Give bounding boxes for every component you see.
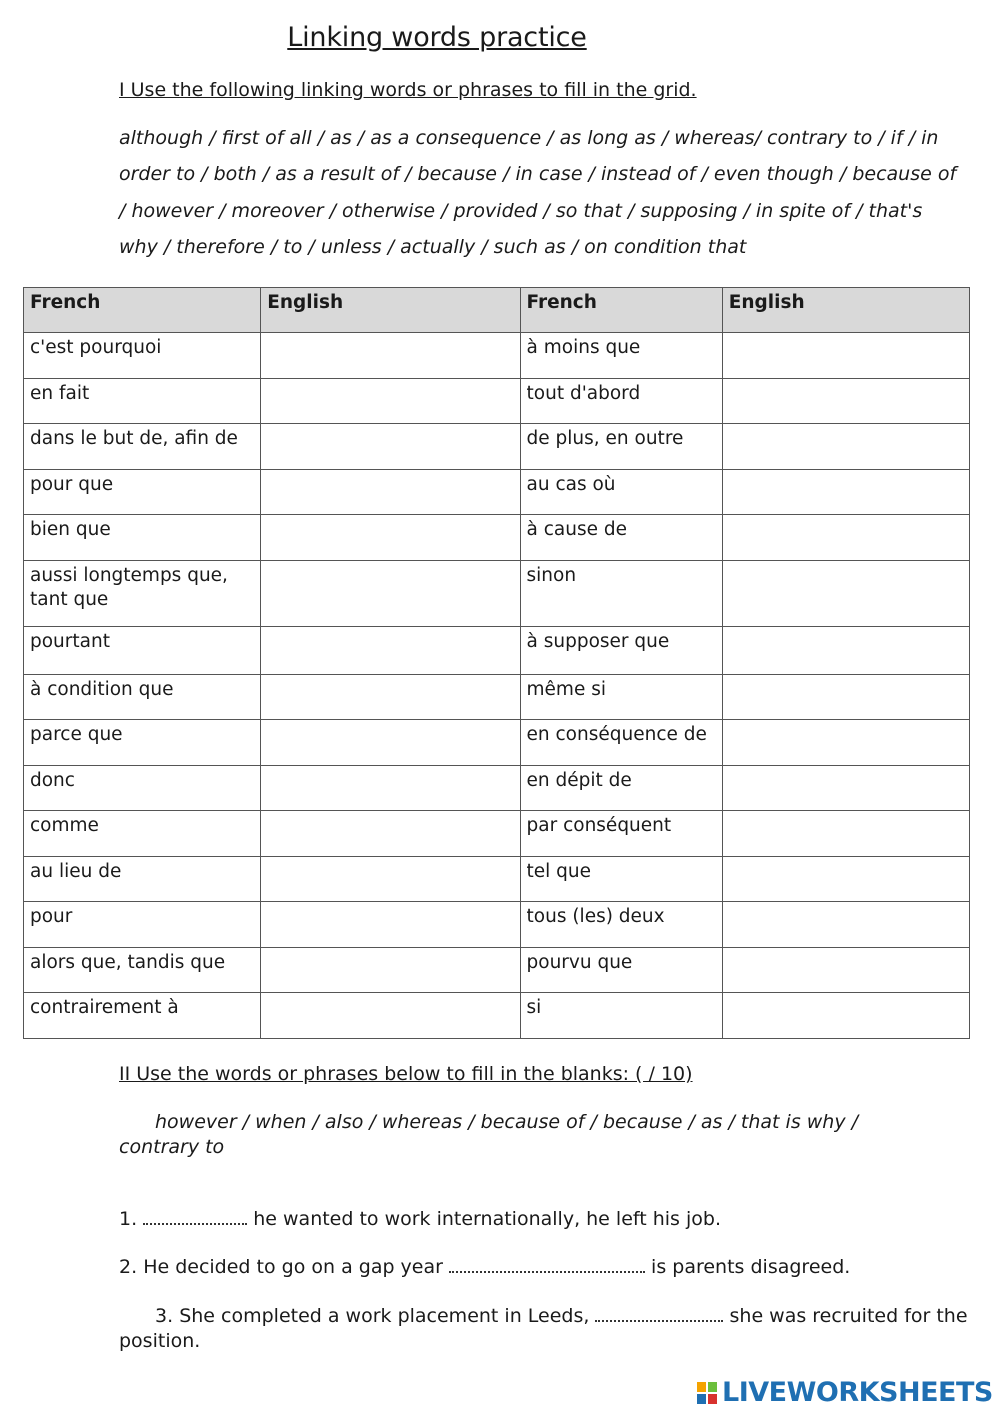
table-row (24, 560, 970, 626)
french-term-cell: à cause de (520, 515, 722, 561)
english-answer-cell[interactable] (722, 626, 969, 674)
french-term-cell: même si (520, 674, 722, 720)
french-term-cell: tous (les) deux (520, 902, 722, 948)
french-term-cell: pour (24, 902, 261, 948)
french-term-cell: au lieu de (24, 856, 261, 902)
table-row (24, 515, 970, 561)
english-answer-cell[interactable] (261, 947, 520, 993)
table-row (24, 424, 970, 470)
french-term-cell: contrairement à (24, 993, 261, 1039)
table-row (24, 947, 970, 993)
liveworksheets-logo (696, 1377, 993, 1408)
page-title: Linking words practice (287, 22, 587, 53)
section-2-heading: II Use the words or phrases below to fill in the blanks: ( / 10) (119, 1063, 693, 1085)
english-answer-cell[interactable] (261, 902, 520, 948)
french-term-cell: pour que (24, 469, 261, 515)
french-term-cell: aussi longtemps que, tant que (24, 560, 261, 626)
answer-blank-3[interactable] (595, 1306, 723, 1322)
french-term-cell: si (520, 993, 722, 1039)
table-row (24, 993, 970, 1039)
table-row (24, 378, 970, 424)
question-text-after: she was recruited for the position. (119, 1305, 968, 1352)
french-term-cell: à condition que (24, 674, 261, 720)
header-french-1: French (24, 288, 261, 333)
answer-blank-2[interactable] (449, 1257, 645, 1273)
question-number: 3. (155, 1305, 174, 1327)
english-answer-cell[interactable] (261, 424, 520, 470)
french-term-cell: tel que (520, 856, 722, 902)
english-answer-cell[interactable] (261, 333, 520, 379)
french-term-cell: à supposer que (520, 626, 722, 674)
table-row (24, 674, 970, 720)
french-term-cell: par conséquent (520, 811, 722, 857)
table-row (24, 626, 970, 674)
question-number: 1. (119, 1208, 138, 1230)
table-row (24, 333, 970, 379)
french-term-cell: pourtant (24, 626, 261, 674)
translation-grid (23, 287, 970, 1039)
english-answer-cell[interactable] (261, 765, 520, 811)
section-1-heading: I Use the following linking words or phrases to fill in the grid. (119, 79, 697, 101)
english-answer-cell[interactable] (261, 378, 520, 424)
french-term-cell: au cas où (520, 469, 722, 515)
table-row (24, 856, 970, 902)
table-row (24, 720, 970, 766)
english-answer-cell[interactable] (722, 811, 969, 857)
english-answer-cell[interactable] (261, 626, 520, 674)
english-answer-cell[interactable] (722, 674, 969, 720)
english-answer-cell[interactable] (722, 424, 969, 470)
question-text-after: is parents disagreed. (651, 1256, 851, 1278)
english-answer-cell[interactable] (722, 560, 969, 626)
question-text-after: he wanted to work internationally, he left his job. (253, 1208, 721, 1230)
french-term-cell: sinon (520, 560, 722, 626)
french-term-cell: à moins que (520, 333, 722, 379)
english-answer-cell[interactable] (261, 469, 520, 515)
table-row (24, 469, 970, 515)
english-answer-cell[interactable] (261, 560, 520, 626)
french-term-cell: dans le but de, afin de (24, 424, 261, 470)
english-answer-cell[interactable] (722, 947, 969, 993)
logo-text: LIVEWORKSHEETS (722, 1377, 993, 1408)
french-term-cell: en dépit de (520, 765, 722, 811)
french-term-cell: parce que (24, 720, 261, 766)
english-answer-cell[interactable] (261, 856, 520, 902)
english-answer-cell[interactable] (261, 993, 520, 1039)
english-answer-cell[interactable] (722, 765, 969, 811)
table-row (24, 811, 970, 857)
answer-blank-1[interactable] (143, 1209, 247, 1225)
english-answer-cell[interactable] (722, 720, 969, 766)
word-bank-2: however / when / also / whereas / because of / because / as / that is why / contrary to (119, 1111, 859, 1158)
french-term-cell: tout d'abord (520, 378, 722, 424)
english-answer-cell[interactable] (722, 333, 969, 379)
question-text-before: She completed a work placement in Leeds, (179, 1305, 590, 1327)
header-english-1: English (261, 288, 520, 333)
question-number: 2. (119, 1256, 138, 1278)
english-answer-cell[interactable] (261, 515, 520, 561)
english-answer-cell[interactable] (722, 378, 969, 424)
table-row (24, 902, 970, 948)
question-text-before: He decided to go on a gap year (143, 1256, 443, 1278)
question-1 (119, 1207, 969, 1232)
french-term-cell: c'est pourquoi (24, 333, 261, 379)
header-english-2: English (722, 288, 969, 333)
french-term-cell: donc (24, 765, 261, 811)
french-term-cell: en fait (24, 378, 261, 424)
french-term-cell: en conséquence de (520, 720, 722, 766)
english-answer-cell[interactable] (261, 720, 520, 766)
english-answer-cell[interactable] (261, 811, 520, 857)
french-term-cell: pourvu que (520, 947, 722, 993)
word-bank-1: although / first of all / as / as a consequence / as long as / whereas/ contrary to / if / in order to / both / as a result of / because / in case / instead of / even though / because of / however / moreover / otherwise / provided / so that / supposing / in spite of / that's why / therefore / to / unless / actually / such as / on condition that (119, 127, 957, 258)
table-row (24, 765, 970, 811)
french-term-cell: comme (24, 811, 261, 857)
english-answer-cell[interactable] (722, 993, 969, 1039)
french-term-cell: alors que, tandis que (24, 947, 261, 993)
liveworksheets-logo-icon (696, 1381, 718, 1405)
english-answer-cell[interactable] (722, 469, 969, 515)
english-answer-cell[interactable] (261, 674, 520, 720)
french-term-cell: bien que (24, 515, 261, 561)
english-answer-cell[interactable] (722, 902, 969, 948)
english-answer-cell[interactable] (722, 856, 969, 902)
question-2 (119, 1255, 969, 1280)
english-answer-cell[interactable] (722, 515, 969, 561)
header-french-2: French (520, 288, 722, 333)
grid-header-row (24, 288, 970, 333)
french-term-cell: de plus, en outre (520, 424, 722, 470)
question-3 (119, 1304, 969, 1354)
